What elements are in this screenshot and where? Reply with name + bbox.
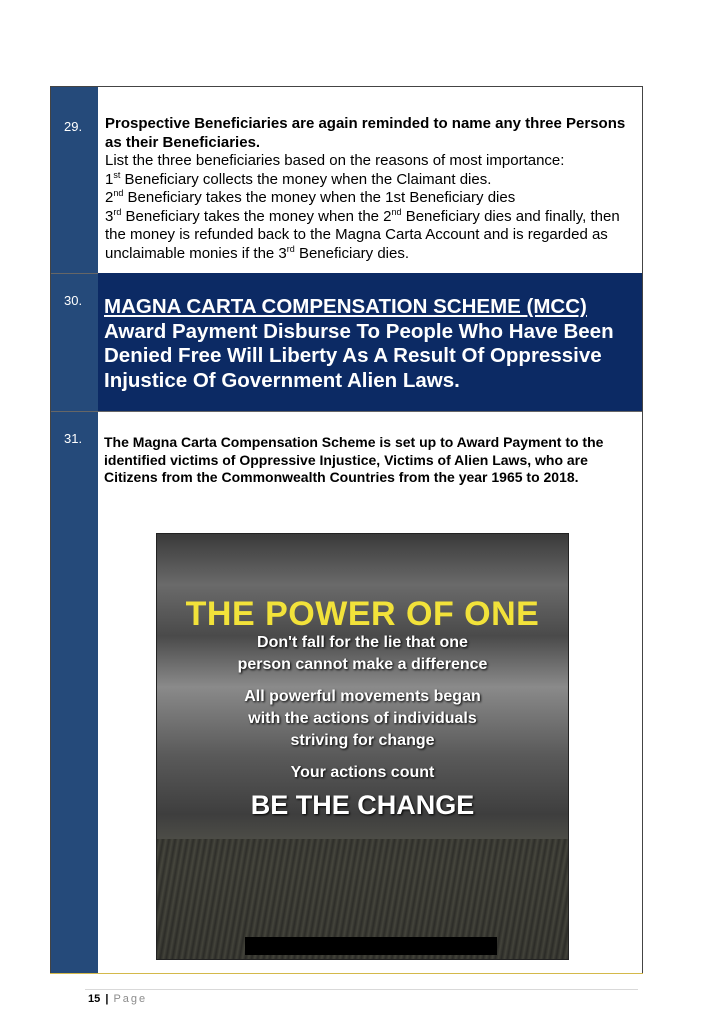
ordinal-suffix: nd bbox=[113, 188, 124, 198]
row-body bbox=[98, 411, 642, 975]
scheme-title: MAGNA CARTA COMPENSATION SCHEME (MCC) bbox=[104, 295, 587, 318]
ordinal-number: 2 bbox=[105, 189, 114, 206]
poster-line: with the actions of individuals bbox=[248, 710, 477, 727]
ordinal-suffix: rd bbox=[113, 206, 122, 217]
table-row-30 bbox=[51, 273, 642, 411]
black-caption-bar bbox=[245, 937, 497, 955]
footer-rule bbox=[85, 989, 638, 990]
page-number: 15 bbox=[88, 993, 101, 1005]
first-beneficiary-text: Beneficiary collects the money when the Claimant dies. bbox=[120, 170, 492, 188]
poster-closing: BE THE CHANGE bbox=[250, 790, 475, 820]
ordinal-suffix: nd bbox=[391, 206, 402, 217]
page-word: Page bbox=[113, 993, 148, 1005]
ordinal-suffix: rd bbox=[286, 243, 295, 254]
heading-band bbox=[98, 273, 642, 411]
poster-line: All powerful movements began bbox=[244, 688, 481, 705]
refund-text-end: Beneficiary dies. bbox=[294, 244, 410, 262]
ordinal-suffix: st bbox=[113, 169, 121, 180]
scheme-subtitle: Award Payment Disburse To People Who Have Been Denied Free Will Liberty As A Result Of Oppressive Injustice Of Government Alien Laws. bbox=[104, 319, 614, 392]
reminder-bold-text: Prospective Beneficiaries are again reminded to name any three Persons as their Beneficiaries. bbox=[105, 115, 626, 151]
page-footer bbox=[88, 993, 147, 1005]
poster-line: striving for change bbox=[290, 732, 435, 749]
poster-line: Your actions count bbox=[290, 764, 435, 781]
power-of-one-poster bbox=[156, 533, 569, 960]
third-beneficiary-text: Beneficiary takes the money when the 2 bbox=[121, 207, 392, 225]
row-number: 29. bbox=[64, 119, 83, 134]
ordinal-number: 3 bbox=[105, 207, 114, 225]
section-heading bbox=[104, 295, 636, 393]
second-beneficiary-text: Beneficiary takes the money when the 1st Beneficiary dies bbox=[123, 189, 516, 206]
instruction-text: List the three beneficiaries based on the reasons of most importance: bbox=[105, 152, 565, 169]
row-number: 31. bbox=[64, 431, 83, 446]
beneficiaries-paragraph bbox=[105, 115, 632, 263]
content-table bbox=[50, 86, 643, 974]
poster-title: THE POWER OF ONE bbox=[185, 595, 540, 633]
table-row-29 bbox=[51, 87, 642, 273]
poster-text bbox=[157, 596, 568, 822]
poster-line: Don't fall for the lie that one bbox=[257, 634, 468, 651]
table-row-31 bbox=[51, 411, 642, 975]
poster-line: person cannot make a difference bbox=[237, 656, 488, 673]
row-number: 30. bbox=[64, 293, 83, 308]
refund-text: Beneficiary dies and finally, then the money is refunded back to the Magna Carta Account and is regarded as unclaimable monies if the 3 bbox=[105, 207, 620, 262]
footer-separator: | bbox=[105, 993, 109, 1005]
row-body bbox=[98, 87, 642, 273]
ordinal-number: 1 bbox=[105, 170, 114, 188]
scheme-description: The Magna Carta Compensation Scheme is set up to Award Payment to the identified victims of Oppressive Injustice, Victims of Alien Laws, who are Citizens from the Commonwealth Countries from the year 1965 to 2018. bbox=[104, 434, 604, 485]
table-bottom-rule bbox=[50, 973, 643, 974]
